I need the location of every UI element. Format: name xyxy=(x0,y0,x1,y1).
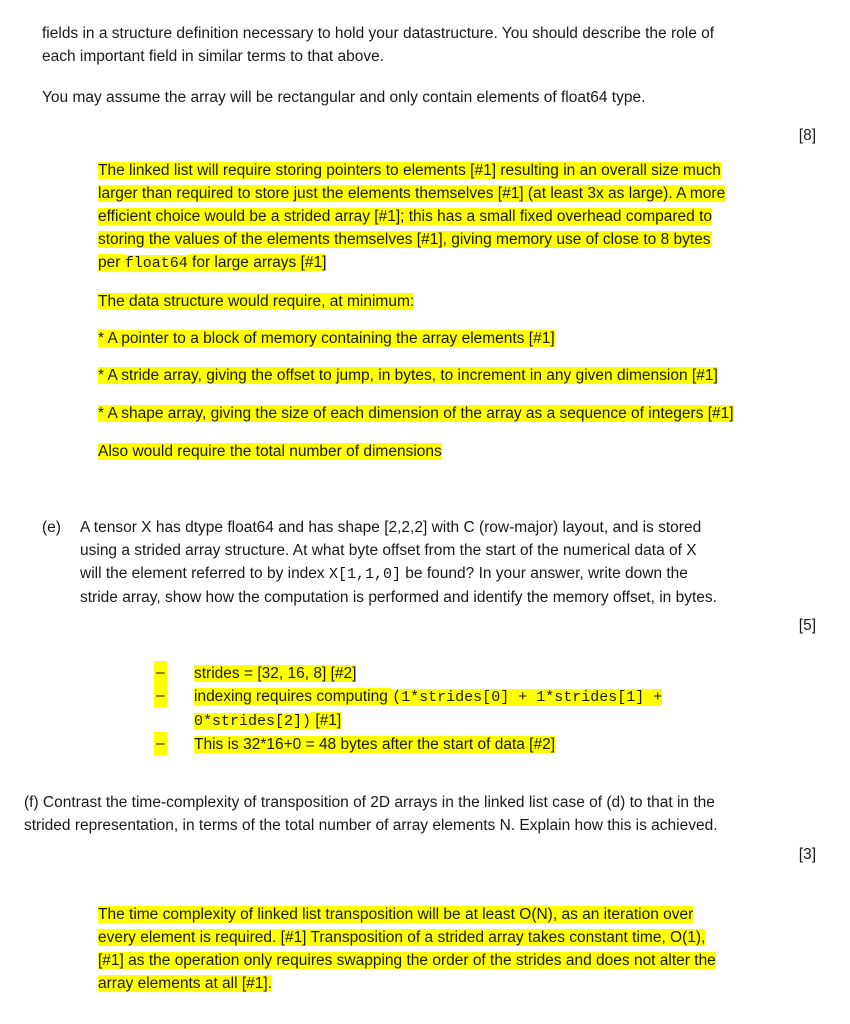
answer-f-line-4: array elements at all [#1]. xyxy=(98,975,273,992)
marks-e: [5] xyxy=(798,617,816,634)
answer-d-bullet-2: * A stride array, giving the offset to jump, in bytes, to increment in any given dimension [#1] xyxy=(98,367,718,384)
answer-d-line-1: The linked list will require storing pointers to elements [#1] resulting in an overall size much xyxy=(98,162,721,179)
question-e-line-3b: be found? In your answer, write down the xyxy=(401,565,688,582)
question-e-line-1: A tensor X has dtype float64 and has shape [2,2,2] with C (row-major) layout, and is stored xyxy=(80,519,702,536)
answer-e-item-3-text: This is 32*16+0 = 48 bytes after the start of data [#2] xyxy=(194,736,556,753)
index-code: X[1,1,0] xyxy=(328,566,401,583)
answer-d-line-5a: per xyxy=(98,254,125,271)
question-e-line-4: stride array, show how the computation is performed and identify the memory offset, in bytes. xyxy=(80,589,717,606)
answer-e-list xyxy=(154,662,794,756)
answer-f-paragraph xyxy=(98,903,828,995)
answer-d-line-2: larger than required to store just the elements themselves [#1] (at least 3x as large). A more xyxy=(98,185,726,202)
intro-paragraph xyxy=(42,22,832,68)
answer-d-bullet-1: * A pointer to a block of memory containing the array elements [#1] xyxy=(98,330,555,347)
intro-line-1: fields in a structure definition necessary to hold your datastructure. You should describe the role of xyxy=(42,25,715,42)
strides-code-1: (1*strides[0] + 1*strides[1] + xyxy=(392,689,663,706)
answer-d-bullet-3: * A shape array, giving the size of each dimension of the array as a sequence of integers [#1] xyxy=(98,405,734,422)
marks-f: [3] xyxy=(798,846,816,863)
strides-code-2: 0*strides[2]) xyxy=(194,713,312,730)
question-e-text xyxy=(80,516,830,609)
answer-e-item-2a: indexing requires computing xyxy=(194,688,393,705)
answer-d-minimum: The data structure would require, at minimum: xyxy=(98,293,415,310)
question-f-line-1: (f) Contrast the time-complexity of transposition of 2D arrays in the linked list case of (d) to that in the xyxy=(24,794,715,811)
answer-d-paragraph xyxy=(98,159,828,275)
float64-code: float64 xyxy=(124,255,188,272)
answer-e-item-1 xyxy=(154,662,794,685)
question-f-text xyxy=(24,791,834,837)
intro-assumption: You may assume the array will be rectangular and only contain elements of float64 type. xyxy=(42,89,646,106)
question-e-line-3a: will the element referred to by index xyxy=(80,565,329,582)
intro-line-2: each important field in similar terms to that above. xyxy=(42,48,385,65)
answer-d-also: Also would require the total number of dimensions xyxy=(98,443,442,460)
answer-f-line-3: [#1] as the operation only requires swapping the order of the strides and does not alter the xyxy=(98,952,716,969)
answer-f-line-2: every element is required. [#1] Transposition of a strided array takes constant time, O(1), xyxy=(98,929,706,946)
marks-d: [8] xyxy=(798,127,816,144)
answer-e-item-1-text: strides = [32, 16, 8] [#2] xyxy=(194,665,357,682)
question-e-line-2: using a strided array structure. At what byte offset from the start of the numerical data of X xyxy=(80,542,697,559)
answer-e-item-2b: [#1] xyxy=(311,712,342,729)
question-e-label: (e) xyxy=(42,519,61,536)
question-f-line-2: strided representation, in terms of the total number of array elements N. Explain how this is achieved. xyxy=(24,817,718,834)
answer-d-line-5b: for large arrays [#1] xyxy=(187,254,327,271)
answer-e-item-3 xyxy=(154,733,794,756)
answer-d-line-4: storing the values of the elements themselves [#1], giving memory use of close to 8 bytes xyxy=(98,231,711,248)
answer-d-line-3: efficient choice would be a strided array [#1]; this has a small fixed overhead compared to xyxy=(98,208,713,225)
answer-f-line-1: The time complexity of linked list transposition will be at least O(N), as an iteration over xyxy=(98,906,694,923)
answer-e-item-2 xyxy=(154,685,794,733)
